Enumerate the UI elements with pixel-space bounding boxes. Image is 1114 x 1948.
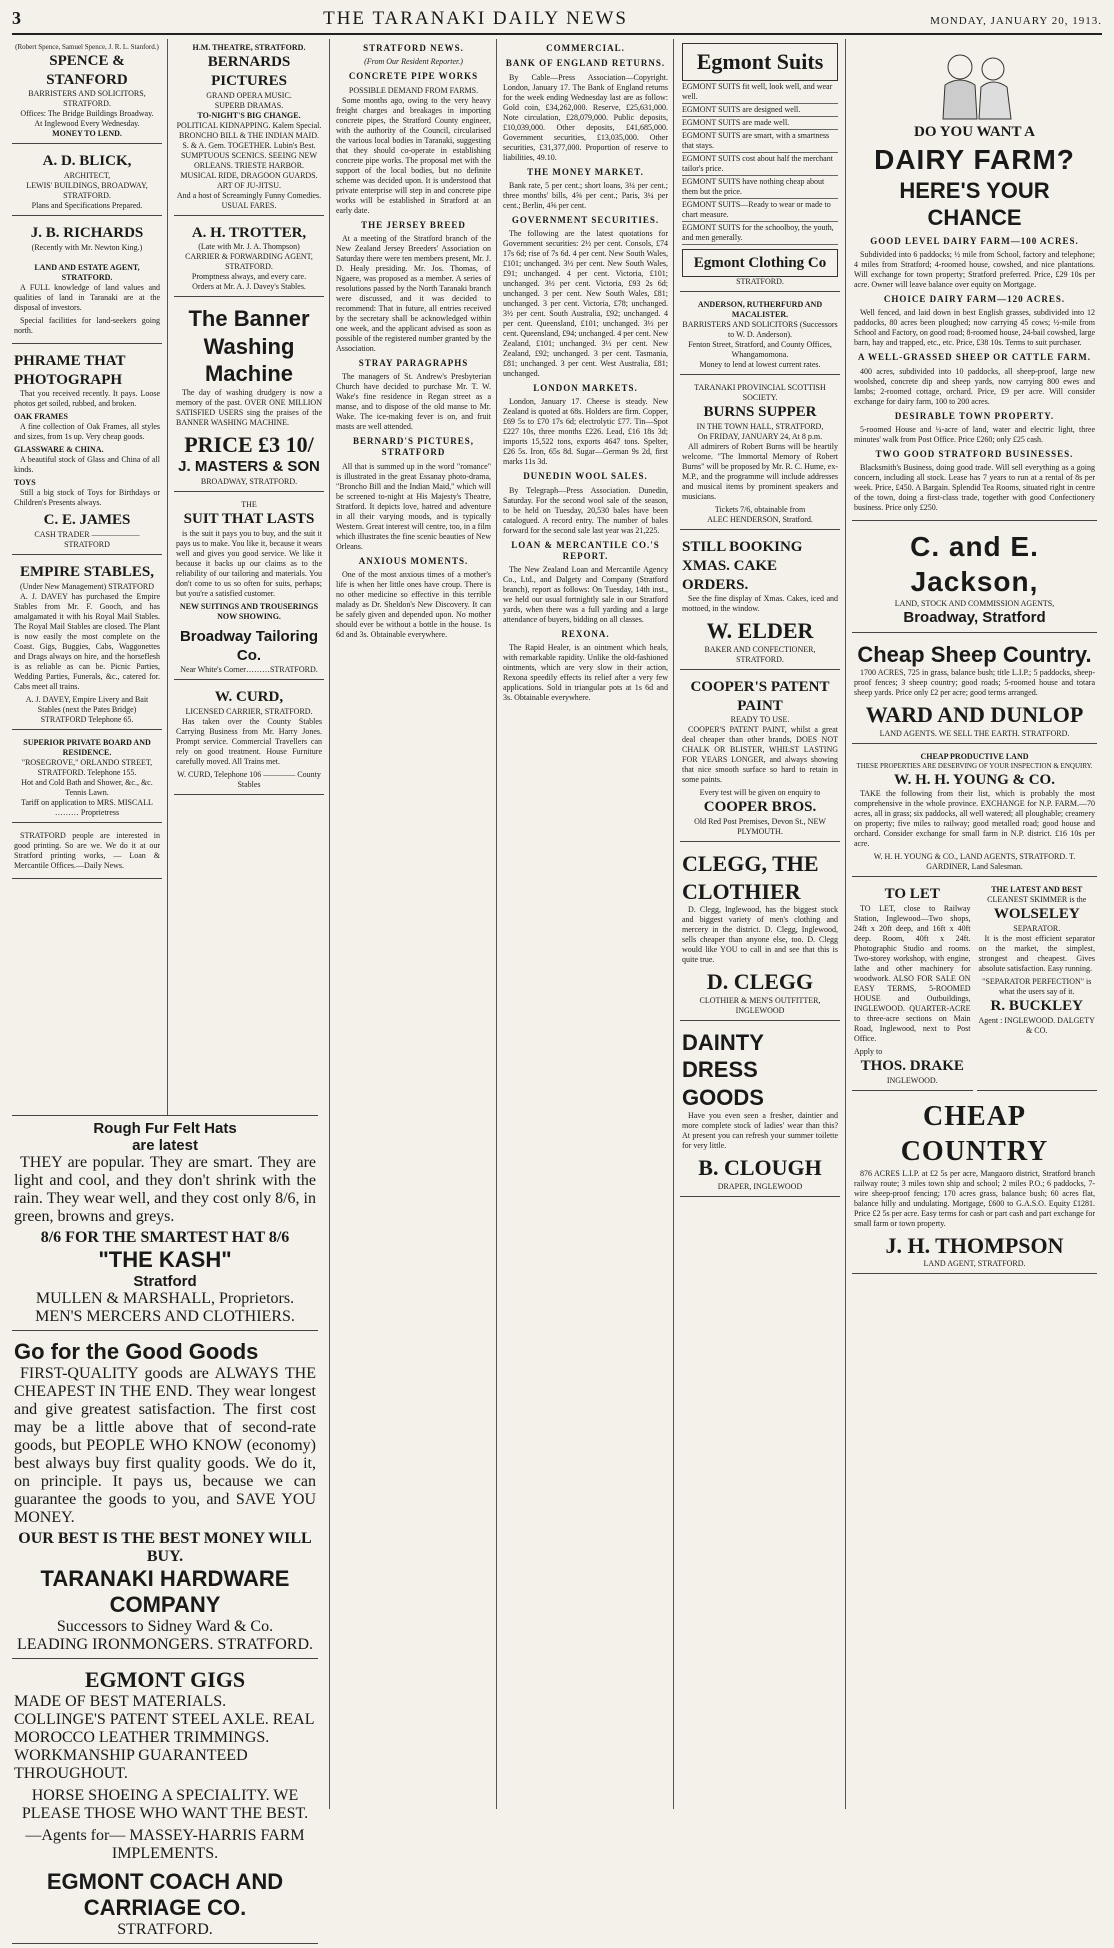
burns-tickets: Tickets 7/6, obtainable from (714, 505, 806, 514)
young-sign: W. H. H. YOUNG & CO., LAND AGENTS, STRATFORD. T. GARDINER, Land Salesman. (873, 852, 1076, 872)
cheap-sheep-ad (852, 637, 1097, 744)
clegg-title: CLEGG, THE CLOTHIER (682, 851, 819, 904)
wolseley-name: WOLSELEY (993, 906, 1080, 923)
spence-name: SPENCE & STANFORD (46, 52, 128, 88)
pipe-body: Some months ago, owing to the very heavy freight charges and breakages in importing concrete pipes, the Stratford County engineer, with the authority of the Council, circularised the various local bodies in Taranaki, suggesting that they should co-operate in establishing concrete pipe works. The proposal met with the support of the local bodies, but no definite scheme was decided upon. It is understood that private enterprise will step in and concrete pipe works will be established in Stratford at an early date. (336, 95, 491, 215)
column-3 (336, 39, 497, 1809)
jackson-address: Broadway, Stratford (903, 609, 1046, 626)
empire-body: A. J. DAVEY has purchased the Empire Stables from Mr. F. Gooch, and has amalgamated it with his Royal Mail Stables. The Royal Mail Stables are closed. The Plant is now easily the most complete on the Coast. Gigs, Buggies, Cabs, Waggonettes and Drags always on hire, and the horseflesh is as reliable as can be. Picnic Parties, Wedding Parties, Funerals, &c., catered for. Cabs meet all trains. (14, 591, 160, 691)
egmont-line: EGMONT SUITS for the schoolboy, the youth, and men generally. (682, 222, 838, 245)
thompson-name: J. H. THOMPSON (885, 1232, 1064, 1258)
drake-name: THOS. DRAKE (860, 1058, 964, 1074)
rexona-body: The Rapid Healer, is an ointment which heals, with remarkable rapidity. Unlike the old-fashioned ointments, which are very slow in their action, Rexona speedily effects its relief after a very few applications. Sold in triangular pots at 1s 6d and 3s. Obtainable everywhere. (503, 643, 668, 703)
kash-name: "THE KASH" (98, 1247, 232, 1272)
anxious-body: One of the most anxious times of a mother's life is when her little ones have croup. There is no other medicine so effective in this terrible malady as Dr. Sheldon's New Discovery. It can be safely given and depended upon. No mother should ever be without a bottle in the house. 1s 6d and 3s. Obtainable everywhere. (336, 569, 491, 639)
pipe-head: CONCRETE PIPE WORKS (348, 71, 479, 82)
bank-head: BANK OF ENGLAND RETURNS. (505, 58, 666, 69)
usual-fares: USUAL FARES. (221, 200, 277, 210)
bernards-title: BERNARDS PICTURES (207, 54, 291, 89)
commercial-title: COMMERCIAL. (546, 43, 625, 53)
bernard-body: All that is summed up in the word "romance" is illustrated in the great Essanay photo-drama, "Broncho Bill and the Indian Maid," which will be screened to-night at His Majesty's Theatre, Stratford. It depicts love, hatred and adventure in all their varying moods, and is typically Western. Great interest will centre, too, in a film which illustrates the fine scenic beauties of New Orleans. (336, 461, 491, 551)
choice-body: Well fenced, and laid down in best English grasses, subdivided into 12 paddocks, 80 acres been ploughed; now carrying 45 cows; ½-mile from School and Factory, on good road; 8-roomed house, 24-bail cowshed, large barn, hay and trapped, etc., etc. Price, £38 10s. Terms to suit purchaser. (854, 308, 1095, 348)
cheap-country-title: CHEAP COUNTRY (900, 1100, 1049, 1167)
anderson-ad (680, 296, 840, 375)
good-goods-body: FIRST-QUALITY goods are ALWAYS THE CHEAPEST IN THE END. They wear longest and give greatest satisfaction. The first cost may be a little above that of second-rate goods, but PEOPLE WHO KNOW (economy) best always buy first quality goods. We do it, on principle. It pays us, because we can guarantee the goods to you, and SAVE YOU MONEY. (14, 1365, 316, 1526)
pipe-sub: POSSIBLE DEMAND FROM FARMS. (348, 85, 479, 95)
gigs-title: EGMONT GIGS (84, 1667, 246, 1692)
gov-head: GOVERNMENT SECURITIES. (511, 214, 660, 225)
phrame-ad (12, 348, 162, 555)
wolseley-ad (977, 881, 1098, 1091)
land-agent-body: A FULL knowledge of land values and qualities of land in Taranaki are at the disposal of investors. (14, 282, 160, 312)
from-reporter: (From Our Resident Reporter.) (364, 57, 463, 67)
printing-body: STRATFORD people are interested in good printing. So are we. We do it at our Stratford printing works, — Loan & Mercantile Offices.—Daily News. (14, 830, 160, 870)
kash-owners: MULLEN & MARSHALL, Proprietors. MEN'S MERCERS AND CLOTHIERS. (35, 1290, 295, 1325)
coach-name: EGMONT COACH AND CARRIAGE CO. (46, 1869, 284, 1920)
cooper-bros: COOPER BROS. (703, 799, 817, 816)
clough-name: B. CLOUGH (698, 1155, 822, 1180)
spence-partners: (Robert Spence, Samuel Spence, J. R. L. Stanford.) (15, 43, 159, 51)
superb-dramas: SUPERB DRAMAS. (214, 100, 284, 110)
james-sub: CASH TRADER —————— STRATFORD (34, 530, 140, 549)
suit-title: SUIT THAT LASTS (183, 511, 315, 527)
separator-label: SEPARATOR. (1013, 924, 1061, 933)
anderson-money: Money to lend at lowest current rates. (699, 360, 821, 370)
egmont-suits-title: Egmont Suits (682, 43, 838, 81)
bottom-left-ads (12, 1115, 318, 1948)
hats-body: THEY are popular. They are smart. They are light and cool, and they don't shrink with the rain. They wear well, and they cost only 8/6, in green, browns and greys. (14, 1154, 316, 1225)
money-body: Bank rate, 5 per cent.; short loans, 3¼ per cent.; three months' bills, 4⅝ per cent.; Paris, 3¼ per cent.; Berlin, 4⅝ per cent. (503, 180, 668, 210)
superior-title: SUPERIOR PRIVATE BOARD AND RESIDENCE. (23, 737, 151, 757)
masthead (12, 8, 1102, 35)
egmont-line: EGMONT SUITS—Ready to wear or made to chart measure. (682, 199, 838, 222)
richards-sub: (Recently with Mr. Newton King.) (31, 242, 143, 252)
cheap-country-ad (852, 1095, 1097, 1275)
sheep-head: A WELL-GRASSED SHEEP OR CATTLE FARM. (857, 352, 1092, 363)
curd-role: LICENSED CARRIER, STRATFORD. (185, 707, 313, 716)
dairy-chance: HERE'S YOUR CHANCE (899, 177, 1050, 231)
glass-head: GLASSWARE & CHINA. (14, 445, 104, 455)
egmont-line: EGMONT SUITS are smart, with a smartness that stays. (682, 130, 838, 153)
stray-body: The managers of St. Andrew's Presbyterian Church have decided to purchase Mr. T. W. Wake's fine residence in Regan street as a manse, and to dispose of the old manse to Mr. Wake. The ice-making fever is on, and fruit masts are well attended. (336, 372, 491, 431)
empire-title: EMPIRE STABLES, (20, 564, 154, 580)
comedies: And a host of Screamingly Funny Comedies. (176, 190, 322, 200)
cooper-title: COOPER'S PATENT PAINT (690, 678, 830, 714)
elder-ad (680, 534, 840, 670)
egmont-city: STRATFORD. (736, 277, 784, 287)
dunedin-body: By Telegraph—Press Association. Dunedin, Saturday. For the second wool sale of the season, to be held on Tuesday, 20,530 bales have been catalogued. A record entry. The number of bales forward for the second sale last year was 21,225. (503, 485, 668, 535)
cheap-land-title: CHEAP PRODUCTIVE LAND (920, 751, 1029, 761)
drake-city: INGLEWOOD. (886, 1075, 938, 1085)
good-goods-ad (12, 1335, 318, 1659)
gov-body: The following are the latest quotations for Government securities: 2½ per cent. Consols, £74 17s 6d; rise of 7s 6d. 4 per cent. New South Wales, £101; unchanged. 3½ per cent. New South Wales, £91; unchanged. 4 per cent. Victoria, £101; unchanged. 3½ per cent. Victoria, £93 2s 6d; unchanged. 3 per cent. New South Wales, £81; unchanged. 3 per cent. Victoria, £78; unchanged. 3½ per cent. South Australia, £92; unchanged. 4 per cent. Queensland, £101; unchanged. 3½ per cent. Queensland, £94; unchanged. 4 per cent. New Zealand, £101; unchanged. 3½ per cent. New Zealand, £92; unchanged. 3 per cent. Tasmania, £81; unchanged. 3 per cent. West Australia, £81; unchanged. (503, 229, 668, 378)
coach-city: STRATFORD. (117, 1921, 213, 1938)
empire-ad (12, 559, 162, 730)
egmont-lines (682, 81, 838, 245)
banner-price: PRICE £3 10/ (184, 431, 314, 457)
anxious-head: ANXIOUS MOMENTS. (358, 555, 469, 566)
taranaki-hw-sub: Successors to Sidney Ward & Co. (56, 1618, 274, 1635)
egmont-line: EGMONT SUITS have nothing cheap about them but the price. (682, 176, 838, 199)
cheap-sheep-body: 1700 ACRES, 725 in grass, balance bush; title L.I.P.; 5 paddocks, sheep-proof fences; 3 sheep country; good roads; 5-roomed house and totara sheep yards. Price only £2 per acre; good terms arranged. (854, 668, 1095, 698)
desirable-body: 5-roomed House and ¼-acre of land, water and electric light, three minutes' walk from Post Office. Price £260; only £25 cash. (854, 424, 1095, 444)
land-agent-title: LAND AND ESTATE AGENT, STRATFORD. (34, 262, 140, 282)
good-level-head: GOOD LEVEL DAIRY FARM—100 ACRES. (870, 235, 1079, 246)
banner-address: BROADWAY, STRATFORD. (200, 477, 298, 486)
hats-price: 8/6 FOR THE SMARTEST HAT 8/6 (40, 1229, 290, 1246)
hats-ad (12, 1116, 318, 1331)
trotter-sub: (Late with Mr. J. A. Thompson) (198, 242, 300, 252)
egmont-line: EGMONT SUITS fit well, look well, and wear well. (682, 81, 838, 104)
page-number: 3 (12, 8, 21, 28)
still-booking: STILL BOOKING XMAS. CAKE ORDERS. (682, 539, 803, 593)
grand-opera: GRAND OPERA MUSIC. (206, 90, 292, 100)
broadway-address: Near White's Corner………STRATFORD. (180, 665, 318, 675)
two-good-body: Blacksmith's Business, doing good trade. Will sell everything as a going concern, including all stock. Lease has 7 years to run at a rental of 8s per week. Price, £450. A Bargain. Splendid Tea Rooms, situated right in centre of the town, doing a first-class trade, together with good Confectionery business. Price only £250. (854, 463, 1095, 512)
london-markets-head: LONDON MARKETS. (533, 383, 638, 393)
tolet-title: TO LET (884, 886, 940, 903)
gigs-body: MADE OF BEST MATERIALS. COLLINGE'S PATENT STEEL AXLE. REAL MOROCCO LEATHER TRIMMINGS. WORKMANSHIP GUARANTEED THROUGHOUT. (14, 1693, 314, 1782)
elder-name: W. ELDER (706, 618, 814, 644)
cooper-ready: READY TO USE. (730, 715, 790, 725)
clegg-name: D. CLEGG (706, 969, 814, 994)
column-5 (680, 39, 846, 1809)
empire-sub: (Under New Management) STRATFORD (20, 581, 154, 591)
spence-money: MONEY TO LEND. (52, 129, 122, 139)
dairy-farm-title: DAIRY FARM? (874, 143, 1075, 175)
superior-ad (12, 734, 162, 823)
jackson-ad (852, 525, 1097, 633)
egmont-line: EGMONT SUITS cost about half the merchant tailor's price. (682, 153, 838, 176)
jersey-body: At a meeting of the Stratford branch of the New Zealand Jersey Breeders' Association on Saturday there were ten members present, Mr. J. D. Healy presiding. Mr. Jos. Thomas, of Ngaere, was proposed as a member. A series of resolutions passed by the North Taranaki branch were discussed, and it was decided to recommend: That in future, all entries received by the secretary shall be acknowledged within one week, and the applicant advised as soon as possible of the registered number granted by the Association. (336, 233, 491, 353)
london-markets-body: London, January 17. Cheese is steady. New Zealand is quoted at 68s. Holders are firm. Copper, £69 5s to £70 17s 6d; electrolytic £77. Tin—Spot £227 10s, three months £226. Lead, £16 18s 3d; imports 15,522 tons, exports 4647 tons. Spelter, £26 5s. Iron, 65s 8d. Sugar—German 9s 2d, first marks 11s 3d. (503, 397, 668, 467)
cheap-country-body: 876 ACRES L.I.P. at £2 5s per acre, Mangaoro district, Stratford branch railway route; 3 miles town ship and school; 2 miles P.O.; 6 paddocks, 7-wire sheep-proof fencing; 170 acres grass, balance bush; 60 acres flat, balance hilly and undulating. Mortgage, £600 to G.A.S.O. Equity £1281. Price £2 5s per acre. Easy terms for cash or part cash and part exchange for small farm or town property. (854, 1168, 1095, 1228)
anderson-title: ANDERSON, RUTHERFURD AND MACALISTER. (697, 300, 823, 320)
bottom-ads (852, 881, 1097, 1095)
stray-head: STRAY PARAGRAPHS (358, 357, 469, 368)
banner-seller: J. MASTERS & SON (178, 458, 320, 476)
gigs-horse: HORSE SHOEING A SPECIALITY. WE PLEASE THOSE WHO WANT THE BEST. (21, 1787, 309, 1822)
egmont-clothing: Egmont Clothing Co (682, 249, 838, 278)
egmont-suits-ad (680, 39, 840, 292)
curd-ad (174, 684, 324, 795)
column-6 (852, 39, 1102, 1809)
jackson-name: C. and E. Jackson, (910, 531, 1039, 597)
column-4 (503, 39, 674, 1809)
cooper-body: COOPER'S PATENT PAINT, whilst a great deal cheaper than other brands, DOES NOT CHALK OR BLISTER, WHILST LASTING FOR YEARS LONGER, and always showing that nice smooth surface so hard to retain in some paints. (682, 725, 838, 785)
two-good-head: TWO GOOD STRATFORD BUSINESSES. (875, 448, 1074, 459)
tolet-body: TO LET, close to Railway Station, Inglewood—Two shops, 24ft x 20ft deep, and 16ft x 40ft deep. Room, 40ft x 24ft. Photographic Studio and rooms. Two-storey workshop, with engine, lathe and other machinery for woodwork. ALSO FOR SALE ON EASY TERMS, 5-ROOMED HOUSE and Outbuildings, INGLEWOOD. QUARTER-ACRE to three-acre sections on Main Road, Inglewood, next to Post Office. (854, 904, 971, 1043)
cooper-ad (680, 674, 840, 842)
burns-where: IN THE TOWN HALL, STRATFORD, (696, 422, 824, 431)
dairy-question: DO YOU WANT A (914, 124, 1035, 140)
richards-ad (12, 220, 162, 344)
burns-sign: ALEC HENDERSON, Stratford. (707, 515, 813, 524)
dainty-title: DAINTY DRESS GOODS (682, 1029, 764, 1110)
elder-body: See the fine display of Xmas. Cakes, iced and mottoed, in the window. (682, 594, 838, 614)
money-head: THE MONEY MARKET. (527, 166, 644, 177)
phrame-body: That you received recently. It pays. Loose photos get soiled, rubbed, and broken. (14, 389, 160, 409)
burns-ad (680, 379, 840, 530)
loan-body: The New Zealand Loan and Mercantile Agency Co., Ltd., and Dalgety and Company (Stratford branch), report as follows: On Tuesday, 14th inst., we held our usual fortnightly sale in our Stratford yards, when there was a full yarding and a large attendance of buyers, bidding on all classes. (503, 565, 668, 624)
blick-ad (12, 148, 162, 216)
suit-ad (174, 496, 324, 680)
latest-title: THE LATEST AND BEST (991, 885, 1083, 895)
gigs-agents: —Agents for— MASSEY-HARRIS FARM IMPLEMENTS. (25, 1827, 305, 1862)
scottish-society: TARANAKI PROVINCIAL SCOTTISH SOCIETY. (694, 383, 826, 403)
clough-role: DRAPER, INGLEWOOD (717, 1181, 803, 1191)
banner-body: The day of washing drudgery is now a memory of the past. OVER ONE MILLION SATISFIED USERS sing the praises of the BANNER WASHING MACHINE. (176, 387, 322, 427)
printing-ad (12, 827, 162, 879)
empire-sign: A. J. DAVEY, Empire Livery and Bait Stables (next the Pates Bridge) STRATFORD Telephone 65. (25, 694, 149, 724)
spence-ad (12, 39, 162, 144)
clegg-role: CLOTHIER & MEN'S OUTFITTER, INGLEWOOD (699, 995, 821, 1015)
kash-city: Stratford (133, 1273, 197, 1290)
curd-body: Has taken over the County Stables Carrying Business from Mr. Harry Jones. Prompt service. Commercial Travellers can rely on good treatment. House Furniture carefully moved. All Trains met. (176, 717, 322, 766)
toys-head: TOYS (14, 478, 36, 488)
cooper-address: Old Red Post Premises, Devon St., NEW PLYMOUTH. (694, 817, 826, 836)
phrame-title: PHRAME THAT PHOTOGRAPH (14, 352, 126, 388)
blick-role: ARCHITECT, (63, 171, 111, 180)
trotter-ad (174, 220, 324, 298)
couple-picture (915, 45, 1035, 121)
couple-illustration (854, 43, 1095, 123)
trotter-name: A. H. TROTTER, (191, 224, 307, 241)
young-ad (852, 748, 1097, 878)
tolet-apply: Apply to (854, 1047, 883, 1056)
jackson-role: LAND, STOCK AND COMMISSION AGENTS, (894, 599, 1055, 608)
bank-body: By Cable—Press Association—Copyright. London, January 17. The Bank of England returns for the week ending Wednesday last are as follow: Gold coin, £34,262,000. Reserve, £25,631,000. Note circulation, £28,079,000. Public deposits, £10,039,000. Other deposits, £41,685,000. Government securities, £13,035,000. Other securities, £31,377,000. Proportion of reserve to liabilities, 49.10. (503, 72, 668, 162)
anderson-role: BARRISTERS AND SOLICITORS (Successors to W. D. Anderson). (682, 320, 838, 340)
burns-title: BURNS SUPPER (703, 404, 817, 421)
spence-role: BARRISTERS AND SOLICITORS, STRATFORD. (28, 89, 146, 109)
egmont-line: EGMONT SUITS are made well. (682, 117, 838, 130)
banner-ad (174, 301, 324, 492)
toys-body: Still a big stock of Toys for Birthdays or Children's Presents always. (14, 488, 160, 508)
young-name: W. H. H. YOUNG & CO. (894, 771, 1055, 788)
bernard-head: BERNARD'S PICTURES, STRATFORD (352, 436, 475, 458)
curd-name: W. CURD, (214, 689, 284, 706)
buckley-name: R. BUCKLEY (990, 998, 1083, 1014)
gigs-ad (12, 1663, 318, 1944)
land-agent-special: Special facilities for land-seekers going north. (14, 315, 160, 335)
ward-role: LAND AGENTS. WE SELL THE EARTH. STRATFORD. (879, 728, 1070, 738)
tolet-ad (852, 881, 973, 1091)
dairy-ad (852, 39, 1097, 521)
tonight-change: TO-NIGHT'S BIG CHANGE. (197, 110, 301, 120)
clegg-body: D. Clegg, Inglewood, has the biggest stock and biggest variety of men's clothing and mercery in the district. D. Clegg, Inglewood, sells cheaper than anyone else, too. D. Clegg would like YOU to call in and see that this is quite true. (682, 905, 838, 964)
latest-sub: CLEANEST SKIMMER is the (987, 895, 1087, 905)
issue-date: MONDAY, JANUARY 20, 1913. (930, 15, 1102, 27)
cheap-sheep-title: Cheap Sheep Country. (857, 641, 1092, 667)
superior-tariff: Tariff on application to MRS. MISCALL ……… Proprietress (21, 797, 153, 817)
stratford-news-title: STRATFORD NEWS. (363, 43, 464, 53)
suit-new: NEW SUITINGS AND TROUSERINGS NOW SHOWING. (179, 601, 319, 621)
spence-inglewood: At Inglewood Every Wednesday. (34, 119, 140, 129)
trotter-role: CARRIER & FORWARDING AGENT, STRATFORD. (185, 252, 313, 272)
program: POLITICAL KIDNAPPING. Kalem Special. BRONCHO BILL & THE INDIAN MAID. S. & A. Gem. TOGETHER. Lubin's Best. SUMPTUOUS SCENICS. SEEING NEW ORLEANS. TRIESTE HARBOR. MUSICAL RIDE, DRAGOON GUARDS. ART OF JU-JITSU. (176, 120, 322, 190)
blick-name: A. D. BLICK, (42, 153, 132, 170)
superior-body: Hot and Cold Bath and Shower, &c., &c. Tennis Lawn. (21, 777, 153, 797)
trotter-prompt: Promptness always, and every care. (191, 272, 307, 282)
jersey-head: THE JERSEY BREED (361, 219, 466, 230)
loan-head: LOAN & MERCANTILE CO.'S REPORT. (511, 539, 660, 561)
clegg-ad (680, 846, 840, 1021)
dunedin-head: DUNEDIN WOOL SALES. (523, 471, 648, 482)
suit-the: THE (241, 500, 257, 509)
rexona-head: REXONA. (561, 629, 610, 639)
buckley-sign: Agent : INGLEWOOD. DALGETY & CO. (978, 1015, 1095, 1035)
clough-body: Have you even seen a fresher, daintier and more complete stock of ladies' wear than this? At present you can refresh your summer toilette for very little. (682, 1111, 838, 1150)
choice-head: CHOICE DAIRY FARM—120 ACRES. (883, 294, 1066, 304)
richards-name: J. B. RICHARDS (30, 225, 144, 241)
oak-body: A fine collection of Oak Frames, all styles and sizes, from 1s up. Very cheap goods. (14, 422, 160, 442)
thompson-sign: LAND AGENT, STRATFORD. (923, 1259, 1026, 1269)
desirable-head: DESIRABLE TOWN PROPERTY. (894, 410, 1055, 421)
curd-sign: W. CURD, Telephone 106 ———— County Stables (177, 770, 321, 789)
spence-offices: Offices: The Bridge Buildings Broadway. (20, 109, 154, 119)
young-body: TAKE the following from their list, which is probably the most comprehensive in the whole province. EXCHANGE for N.P. FARM.—70 acres, all in grass; six paddocks, all well watered; all ploughable; creamery on property; five miles to railway; good metalled road; good house and orchard. Consider exchange for small farm in N.P. district. £16 10s per acre. (854, 789, 1095, 849)
oak-head: OAK FRAMES (14, 412, 68, 422)
ward-name: WARD AND DUNLOP (865, 702, 1084, 728)
taranaki-hw-name: TARANAKI HARDWARE COMPANY (40, 1566, 290, 1617)
superior-address: "ROSEGROVE," ORLANDO STREET, STRATFORD. Telephone 155. (21, 757, 153, 777)
cooper-every: Every test will be given on enquiry to (699, 788, 821, 798)
burns-body: All admirers of Robert Burns will be heartily welcome. "The Immortal Memory of Robert Burns" will be proposed by Mr. R. C. Hume, ex-M.P., and the programme will include addresses and musical items by prominent speakers and musicians. (682, 442, 838, 501)
suit-body: is the suit it pays you to buy, and the suit it pays us to make. You like it, because it wears well and gives you good service. We like it because it backs up our claims as to the reliability of our tailoring and materials. You don't come to us so often for suits, perhaps; but you're a satisfied customer. (176, 528, 322, 598)
good-goods-best: OUR BEST IS THE BEST MONEY WILL BUY. (18, 1530, 312, 1565)
newspaper-title: THE TARANAKI DAILY NEWS (323, 8, 628, 29)
james-name: C. E. JAMES (43, 512, 131, 529)
elder-role: BAKER AND CONFECTIONER, STRATFORD. (704, 644, 816, 664)
wolseley-body: It is the most efficient separator on the market, the simplest, strongest and cheapest. Gives absolute satisfaction. Easy running. (978, 934, 1095, 973)
broadway-title: Broadway Tailoring Co. (179, 627, 319, 664)
hats-latest: are latest (132, 1137, 198, 1154)
cheap-land-sub: THESE PROPERTIES ARE DESERVING OF YOUR INSPECTION & ENQUIRY. (856, 761, 1093, 770)
theatre-ad (174, 39, 324, 216)
glass-body: A beautiful stock of Glass and China of all kinds. (14, 455, 160, 475)
sheep-body: 400 acres, subdivided into 10 paddocks, all sheep-proof, large new woolshed, concrete dip and sheep yards, now carrying 800 ewes and lambs; 2-roomed cottage, orchard. Price, £9 per acre. Will consider exchange for dairy farm, 100 to 200 acres. (854, 366, 1095, 406)
clough-ad (680, 1025, 840, 1197)
anderson-address: Fenton Street, Stratford, and County Offices, Whangamomona. (688, 340, 832, 360)
blick-address: LEWIS' BUILDINGS, BROADWAY, STRATFORD. (26, 181, 148, 200)
hats-title: Rough Fur Felt Hats (93, 1120, 237, 1137)
blick-plans: Plans and Specifications Prepared. (31, 201, 143, 210)
perfection: "SEPARATOR PERFECTION" is what the users say of it. (982, 977, 1092, 996)
taranaki-hw-role: LEADING IRONMONGERS. STRATFORD. (16, 1636, 313, 1653)
good-level-body: Subdivided into 6 paddocks; ½ mile from School, factory and telephone; 4 miles from Stratford; 4-roomed house, cowshed, and nice plantations. Will exchange for town property; Stratford preferred. Price, £29 10s per acre. Owner will leave balance over equity on Mortgage. (854, 250, 1095, 289)
egmont-line: EGMONT SUITS are designed well. (682, 104, 838, 117)
banner-title: The Banner Washing Machine (188, 306, 310, 387)
theatre-title: H.M. THEATRE, STRATFORD. (192, 43, 306, 52)
burns-when: On FRIDAY, JANUARY 24, At 8 p.m. (697, 432, 823, 441)
good-goods-title: Go for the Good Goods (14, 1339, 259, 1364)
trotter-orders: Orders at Mr. A. J. Davey's Stables. (192, 282, 306, 292)
